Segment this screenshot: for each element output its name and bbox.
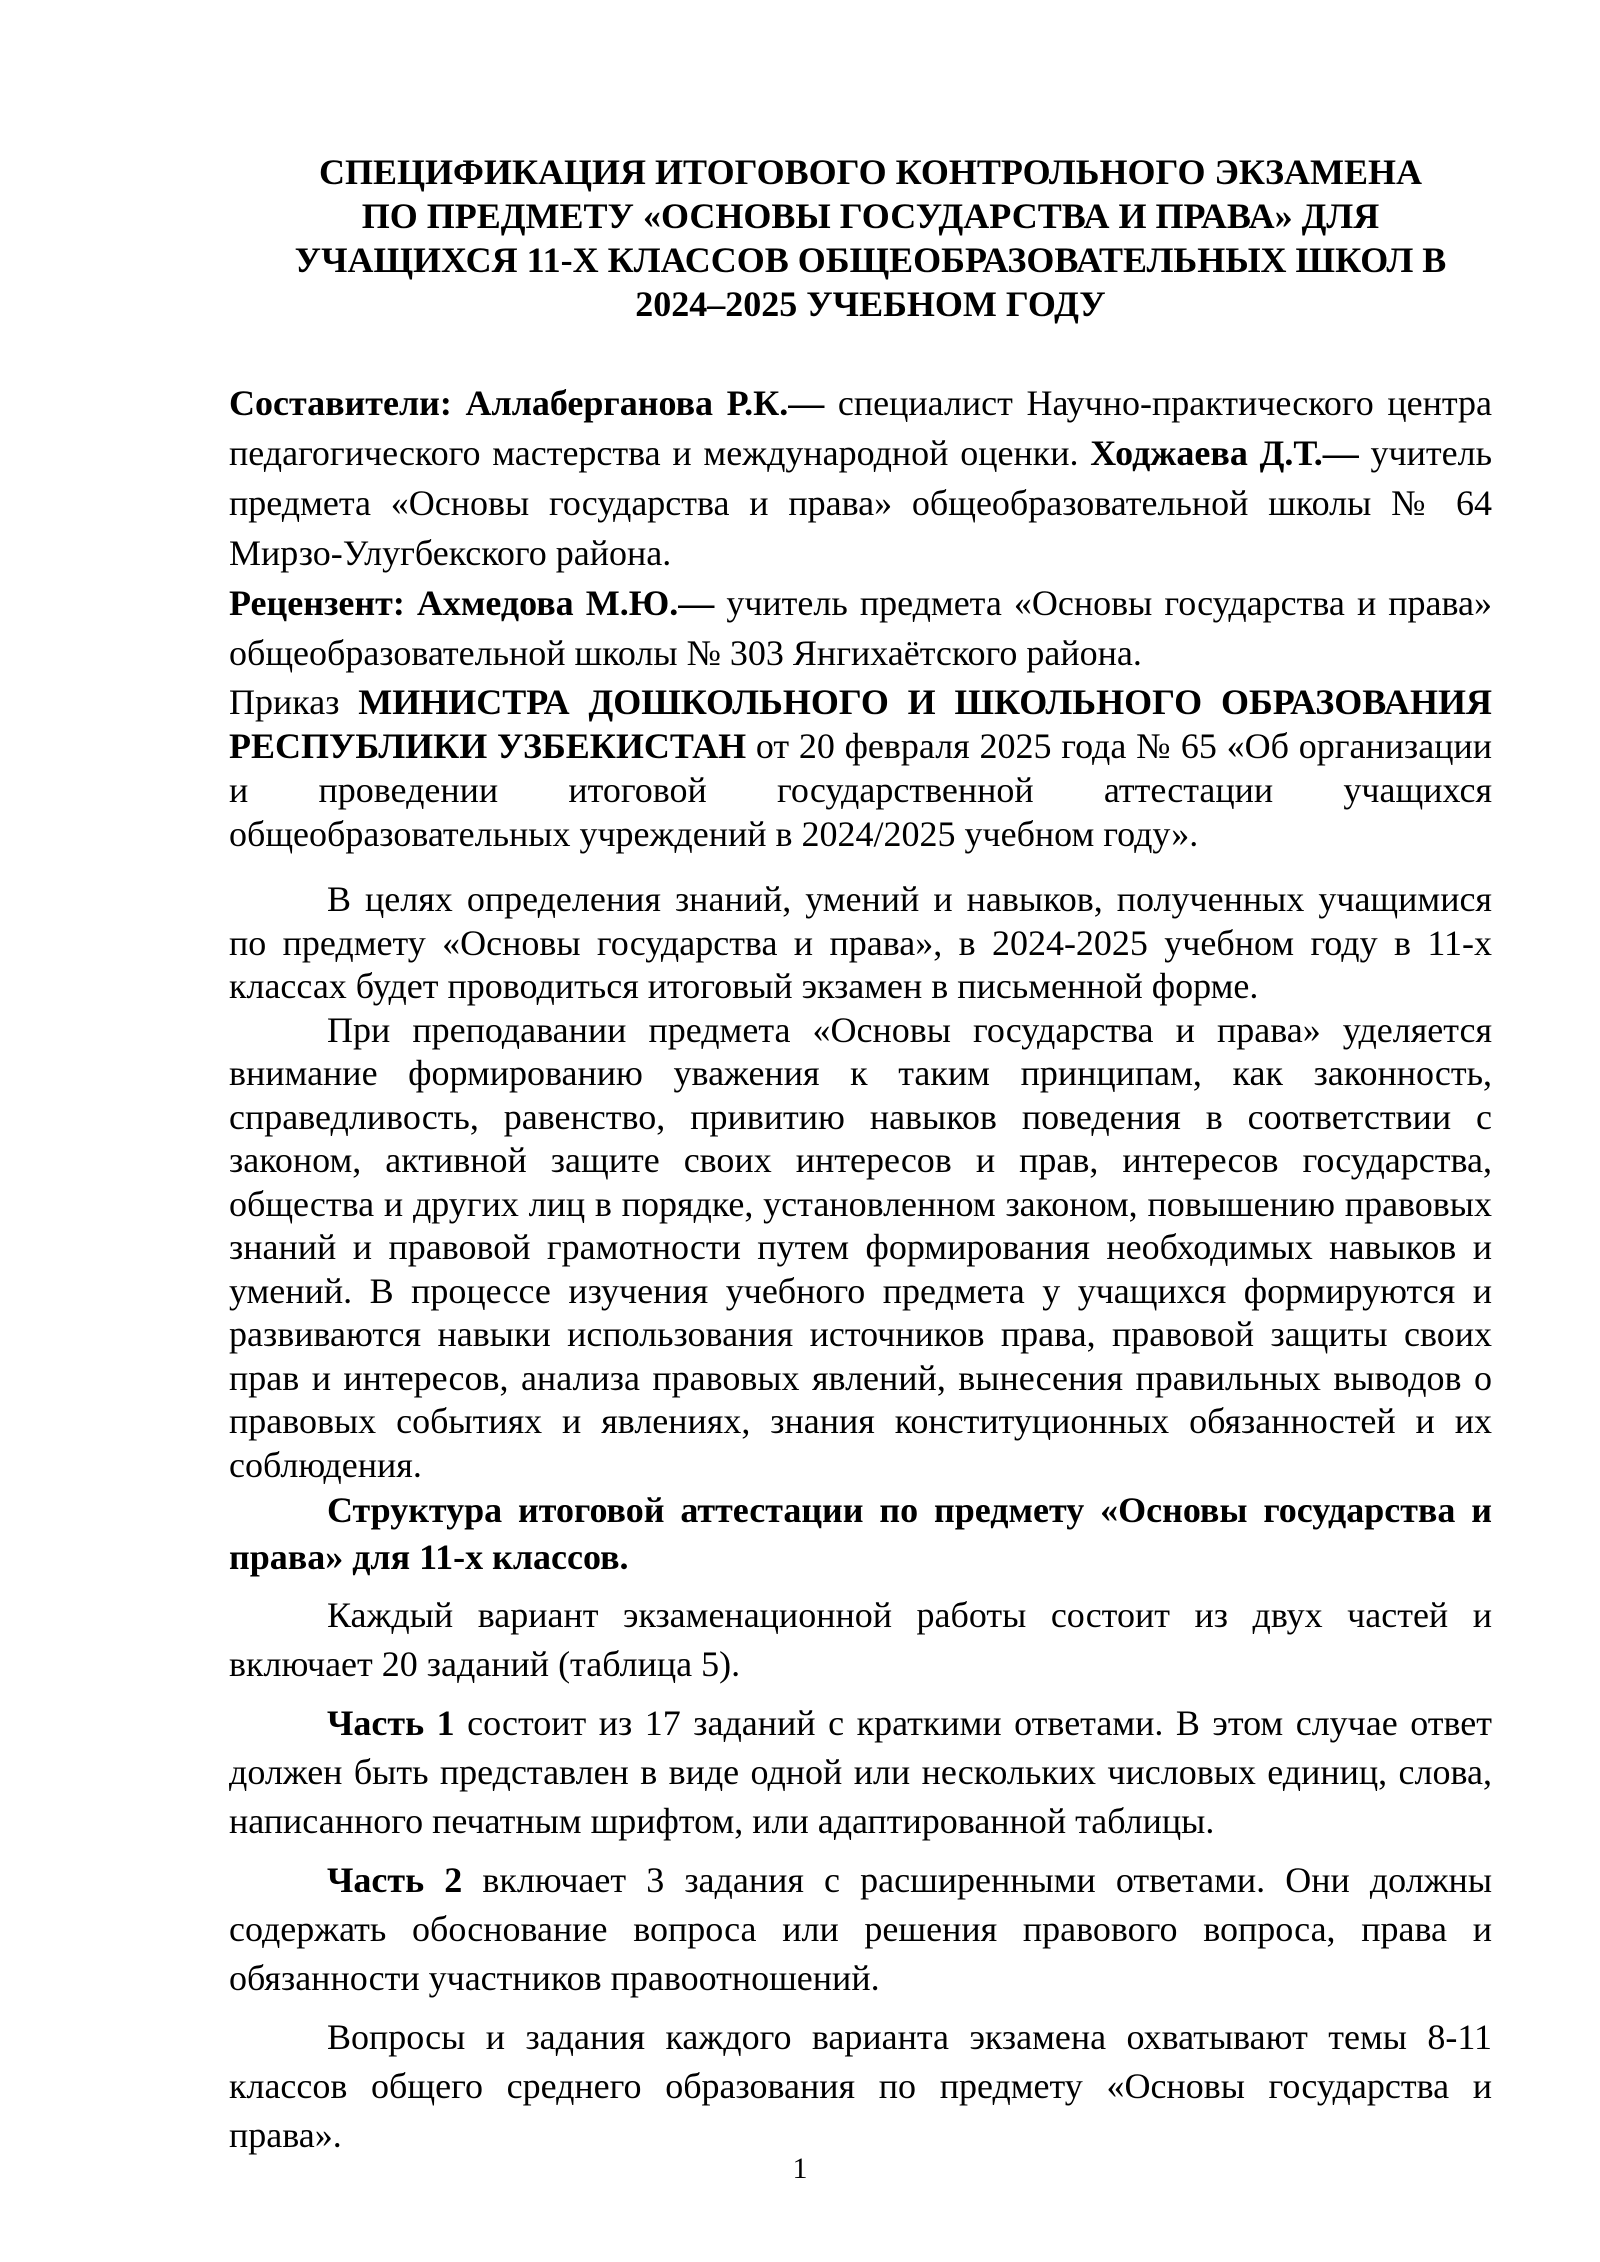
reviewer-paragraph [229,578,1492,678]
reviewer-role: учитель предмета «Основы государства и права» общеобразовательной школы № 303 Янгихаётского района. [229,583,1493,673]
compiler-name-2: Ходжаева Д.Т.— [1090,433,1359,473]
part1-paragraph [229,1699,1492,1846]
compiler-role-2: учитель предмета «Основы государства и права» общеобразовательной школы № 64 Мирзо-Улугбекского района. [229,433,1492,573]
part2-text: включает 3 задания с расширенными ответами. Они должны содержать обоснование вопроса или решения правового вопроса, права и обязанности участников правоотношений. [229,1860,1493,1998]
intro-paragraph: В целях определения знаний, умений и навыков, полученных учащимися по предмету «Основы государства и права», в 2024-2025 учебном году в 11-х классах будет проводиться итоговый экзамен в письменной форме. [229,879,1492,1006]
title-line: СПЕЦИФИКАЦИЯ ИТОГОВОГО КОНТРОЛЬНОГО ЭКЗАМЕНА [319,152,1422,192]
order-paragraph [229,680,1492,856]
part1-text: состоит из 17 заданий с краткими ответами. В этом случае ответ должен быть представлен в виде одной или нескольких числовых единиц, слова, написанного печатным шрифтом, или адаптированной таблицы. [229,1703,1492,1841]
teaching-paragraph: При преподавании предмета «Основы государства и права» уделяется внимание формированию уважения к таким принципам, как законность, справедливость, равенство, привитию навыков поведения в соответствии с законом, активной защите своих интересов и прав, интересов государства, общества и других лиц в порядке, установленном законом, повышению правовых знаний и правовой грамотности путем формирования необходимых навыков и умений. В процессе изучения учебного предмета у учащихся формируются и развиваются навыки использования источников права, правовой защиты своих прав и интересов, анализа правовых явлений, вынесения правильных выводов о правовых событиях и явлениях, знания конституционных обязанностей и их соблюдения. [229,1009,1492,1485]
part2-paragraph [229,1856,1492,2003]
order-details: от 20 февраля 2025 года № 65 «Об организации и проведении итоговой государственной аттестации учащихся общеобразовательных учреждений в 2024/2025 учебном году». [229,726,1492,854]
structure-heading-text: Структура итоговой аттестации по предмету «Основы государства и права» для 11-х классов. [229,1490,1492,1577]
compiler-name-1: Аллаберганова Р.К.— [465,383,825,423]
topics-paragraph: Вопросы и задания каждого варианта экзамена охватывают темы 8-11 классов общего среднего образования по предмету «Основы государства и права». [229,2017,1492,2155]
document-title [229,150,1492,326]
order-prefix: Приказ [229,682,340,722]
title-line: ПО ПРЕДМЕТУ «ОСНОВЫ ГОСУДАРСТВА И ПРАВА» ДЛЯ [361,196,1380,236]
part2-label: Часть 2 [327,1860,463,1900]
reviewer-name: Ахмедова М.Ю.— [416,583,715,623]
order-authority: МИНИСТРА ДОШКОЛЬНОГО И ШКОЛЬНОГО ОБРАЗОВАНИЯ РЕСПУБЛИКИ УЗБЕКИСТАН [229,682,1492,766]
compilers-label: Составители: [229,383,452,423]
page-content [229,150,1492,2160]
reviewer-label: Рецензент: [229,583,405,623]
structure-heading [229,1487,1492,1581]
page-number: 1 [792,2152,808,2185]
compiler-role-1: специалист Научно-практического центра педагогического мастерства и международной оценки. [229,383,1493,473]
title-line: 2024–2025 УЧЕБНОМ ГОДУ [635,284,1106,324]
part1-label: Часть 1 [327,1703,455,1743]
variant-paragraph: Каждый вариант экзаменационной работы состоит из двух частей и включает 20 заданий (таблица 5). [229,1595,1492,1684]
title-line: УЧАЩИХСЯ 11-Х КЛАССОВ ОБЩЕОБРАЗОВАТЕЛЬНЫХ ШКОЛ В [294,240,1447,280]
compilers-paragraph [229,378,1492,578]
